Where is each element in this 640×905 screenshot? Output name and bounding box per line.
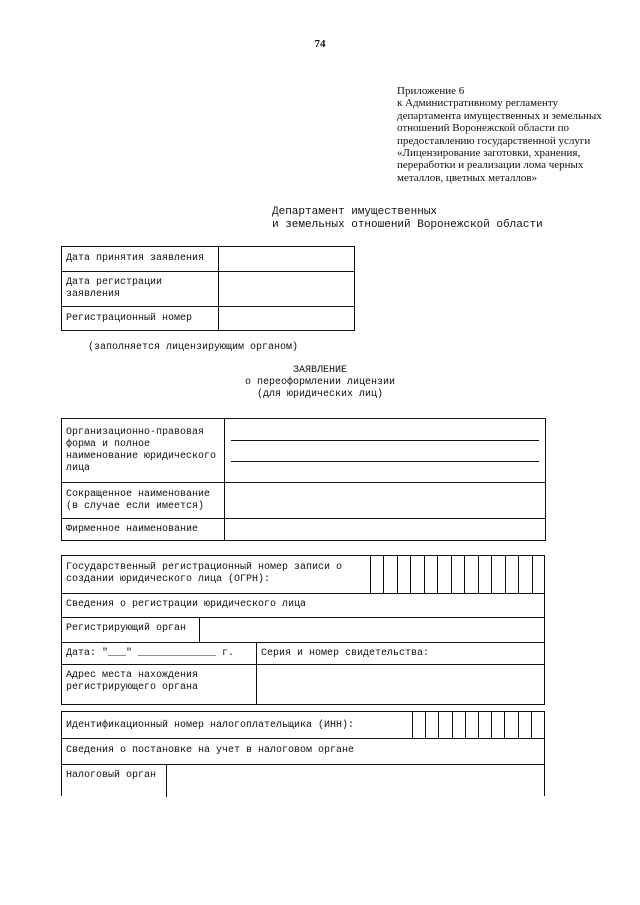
inn-label: Идентификационный номер налогоплательщика (ИНН): — [66, 720, 355, 731]
registering-body-label: Регистрирующий орган — [66, 623, 187, 634]
registering-address-label: Адрес места нахождения регистрирующего органа — [66, 670, 199, 693]
appendix-header — [397, 85, 619, 184]
appendix-line: «Лицензирование заготовки, хранения, — [397, 147, 581, 160]
appendix-line: переработки и реализации лома черных — [397, 159, 584, 172]
short-name-label: Сокращенное наименование (в случае если имеется) — [62, 483, 225, 519]
document-title — [150, 365, 490, 401]
title-line-3: (для юридических лиц) — [256, 389, 384, 400]
brand-name-field[interactable] — [225, 519, 546, 541]
brand-name-label: Фирменное наименование — [62, 519, 225, 541]
ogrn-label: Государственный регистрационный номер записи о создании юридического лица (ОГРН): — [66, 562, 343, 585]
registering-address-field[interactable] — [257, 665, 544, 704]
page-number: 74 — [314, 38, 326, 50]
title-line-2: о переоформлении лицензии — [244, 377, 396, 388]
appendix-line: департамента имущественных и земельных — [397, 109, 602, 122]
reg-date-registered-field[interactable] — [219, 272, 355, 307]
reg-number-label: Регистрационный номер — [62, 307, 219, 331]
inn-section — [61, 711, 545, 796]
registration-table — [61, 246, 355, 331]
full-name-label: Организационно-правовая форма и полное наименование юридического лица — [62, 419, 225, 483]
reg-date-accepted-field[interactable] — [219, 247, 355, 272]
appendix-line: металлов, цветных металлов» — [397, 171, 538, 184]
reg-date-accepted-label: Дата принятия заявления — [62, 247, 219, 272]
reg-number-field[interactable] — [219, 307, 355, 331]
organization-table — [61, 418, 546, 541]
registration-note: (заполняется лицензирующим органом) — [88, 342, 299, 353]
title-line-1: ЗАЯВЛЕНИЕ — [292, 365, 347, 376]
ogrn-digit-boxes[interactable] — [370, 556, 545, 593]
department-addressee — [272, 206, 543, 232]
full-name-field[interactable] — [225, 419, 546, 483]
certificate-number-label: Серия и номер свидетельства: — [261, 648, 430, 659]
tax-registration-label: Сведения о постановке на учет в налоговом органе — [66, 745, 355, 756]
tax-body-field[interactable] — [167, 765, 544, 797]
reg-date-registered-label: Дата регистрации заявления — [62, 272, 219, 307]
appendix-line: предоставлению государственной услуги — [397, 134, 591, 147]
registration-info-label: Сведения о регистрации юридического лица — [66, 599, 307, 610]
short-name-field[interactable] — [225, 483, 546, 519]
full-name-line — [231, 461, 539, 462]
registration-date-field[interactable]: Дата: "___" _____________ г. — [66, 648, 235, 659]
inn-digit-boxes[interactable] — [412, 712, 544, 738]
registering-body-field[interactable] — [200, 618, 544, 642]
tax-body-label: Налоговый орган — [66, 770, 157, 781]
ogrn-section — [61, 555, 545, 705]
appendix-line: к Административному регламенту — [397, 97, 559, 110]
department-line-1: Департамент имущественных — [272, 206, 438, 218]
full-name-line — [231, 440, 539, 441]
appendix-line: отношений Воронежской области по — [397, 122, 570, 135]
appendix-line: Приложение 6 — [397, 85, 465, 97]
department-line-2: и земельных отношений Воронежской области — [272, 219, 543, 231]
